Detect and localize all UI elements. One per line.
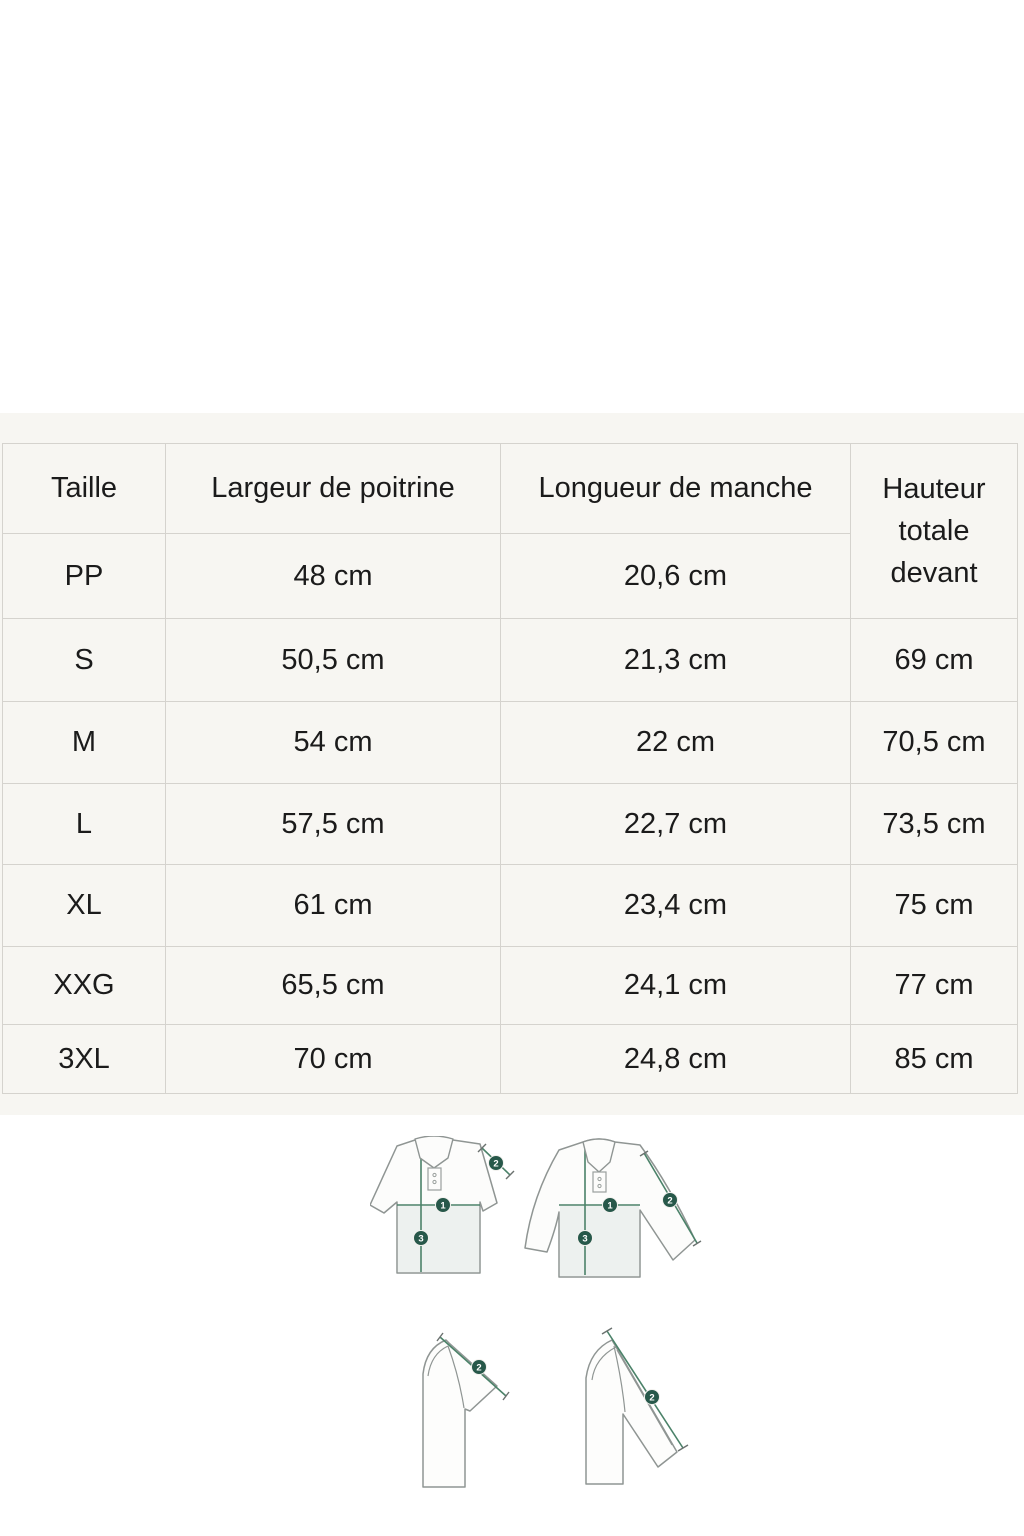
- size-cell: 3XL: [3, 1025, 166, 1094]
- col-header-size: Taille: [3, 444, 166, 534]
- chest-cell: 61 cm: [166, 865, 501, 947]
- front-height-cell: 75 cm: [851, 865, 1018, 947]
- col-header-front-height: Hauteur totale devant: [851, 444, 1018, 619]
- front-height-cell: 85 cm: [851, 1025, 1018, 1094]
- size-cell: L: [3, 784, 166, 865]
- svg-text:2: 2: [667, 1195, 673, 1207]
- chest-cell: 48 cm: [166, 534, 501, 619]
- table-row: [3, 947, 1018, 1025]
- badge-sleeve-length: [645, 1390, 660, 1405]
- badge-chest-width: [436, 1198, 451, 1213]
- table-row: [3, 702, 1018, 784]
- header-row: [3, 444, 1018, 534]
- table-row: [3, 619, 1018, 702]
- polo-long-sleeve-diagram-icon: [520, 1136, 704, 1282]
- size-cell: M: [3, 702, 166, 784]
- col-header-sleeve-length: Longueur de manche: [501, 444, 851, 534]
- sleeve-cell: 24,1 cm: [501, 947, 851, 1025]
- sleeve-cell: 21,3 cm: [501, 619, 851, 702]
- sleeve-cell: 23,4 cm: [501, 865, 851, 947]
- svg-text:3: 3: [418, 1233, 424, 1245]
- svg-text:1: 1: [607, 1200, 613, 1212]
- front-height-cell: 73,5 cm: [851, 784, 1018, 865]
- sleeve-cell: 24,8 cm: [501, 1025, 851, 1094]
- chest-cell: 50,5 cm: [166, 619, 501, 702]
- svg-text:2: 2: [493, 1158, 499, 1170]
- sleeve-cell: 20,6 cm: [501, 534, 851, 619]
- badge-front-height: [414, 1231, 429, 1246]
- svg-text:2: 2: [476, 1362, 482, 1374]
- table-row: [3, 1025, 1018, 1094]
- raglan-short-sleeve-diagram-icon: [412, 1330, 512, 1490]
- raglan-long-sleeve-diagram-icon: [576, 1326, 720, 1502]
- size-chart-table: [2, 443, 1018, 1094]
- size-cell: XXG: [3, 947, 166, 1025]
- table-row: [3, 865, 1018, 947]
- sleeve-cell: 22,7 cm: [501, 784, 851, 865]
- chest-cell: 70 cm: [166, 1025, 501, 1094]
- table-row: [3, 784, 1018, 865]
- front-height-cell: 69 cm: [851, 619, 1018, 702]
- chest-cell: 65,5 cm: [166, 947, 501, 1025]
- badge-sleeve-length: [472, 1360, 487, 1375]
- badge-sleeve-length: [489, 1156, 504, 1171]
- chest-cell: 54 cm: [166, 702, 501, 784]
- svg-text:1: 1: [440, 1200, 446, 1212]
- size-cell: S: [3, 619, 166, 702]
- front-height-cell: 70,5 cm: [851, 702, 1018, 784]
- size-cell: XL: [3, 865, 166, 947]
- svg-text:3: 3: [582, 1233, 588, 1245]
- chest-cell: 57,5 cm: [166, 784, 501, 865]
- polo-short-sleeve-diagram-icon: [370, 1136, 516, 1278]
- front-height-cell: 77 cm: [851, 947, 1018, 1025]
- size-cell: PP: [3, 534, 166, 619]
- svg-text:2: 2: [649, 1392, 655, 1404]
- col-header-chest-width: Largeur de poitrine: [166, 444, 501, 534]
- badge-chest-width: [603, 1198, 618, 1213]
- badge-front-height: [578, 1231, 593, 1246]
- badge-sleeve-length: [663, 1193, 678, 1208]
- sleeve-cell: 22 cm: [501, 702, 851, 784]
